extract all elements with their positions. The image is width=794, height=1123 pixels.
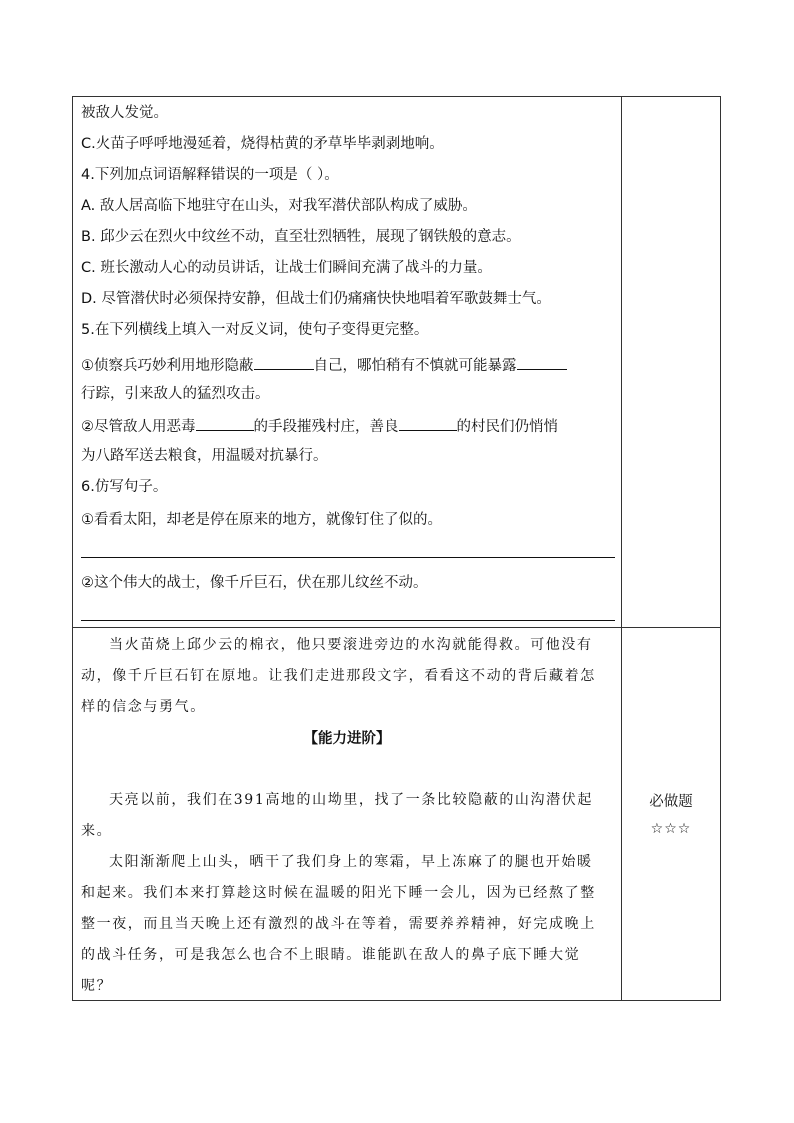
blank-field[interactable] xyxy=(517,354,567,370)
option-d: D. 尽管潜伏时必须保持安静，但战士们仍痛痛快快地唱着军歌鼓舞士气。 xyxy=(81,291,551,307)
q5-s1-part-a: ①侦察兵巧妙利用地形隐蔽 xyxy=(81,358,254,374)
q5-sentence-1-cont: 行踪，引来敌人的猛烈攻击。 xyxy=(81,386,270,402)
passage-text: 呢？ xyxy=(81,978,113,994)
answer-line[interactable] xyxy=(81,620,615,621)
option-a: A. 敌人居高临下地驻守在山头，对我军潜伏部队构成了威胁。 xyxy=(81,198,477,214)
exercise-cell xyxy=(81,97,613,627)
intro-text: 当火苗烧上邱少云的棉衣，他只要滚进旁边的水沟就能得救。可他没有 xyxy=(109,637,593,653)
passage-text: 整一夜，而且当天晚上还有激烈的战斗在等着，需要养养精神，好完成晚上 xyxy=(81,916,596,932)
blank-field[interactable] xyxy=(254,354,314,370)
q5-s2-part-c: 的村民们仍悄悄 xyxy=(456,419,558,435)
passage-text: 和起来。我们本来打算趁这时候在温暖的阳光下睡一会儿，因为已经熬了整 xyxy=(81,885,596,901)
answer-line[interactable] xyxy=(81,557,615,558)
passage-text: 来。 xyxy=(81,823,113,839)
blank-field[interactable] xyxy=(196,415,254,431)
question-5: 5.在下列横线上填入一对反义词，使句子变得更完整。 xyxy=(81,322,429,338)
q5-s2-part-a: ②尽管敌人用恶毒 xyxy=(81,419,196,435)
option-b: B. 邱少云在烈火中纹丝不动，直至壮烈牺牲，展现了钢铁般的意志。 xyxy=(81,229,521,245)
intro-text: 动，像千斤巨石钉在原地。让我们走进那段文字，看看这不动的背后藏着怎 xyxy=(81,668,596,684)
required-label: 必做题 xyxy=(649,794,693,810)
section-heading: 【能力进阶】 xyxy=(303,731,391,747)
text-line: 被敌人发觉。 xyxy=(81,105,168,121)
star-rating-icon: ☆☆☆ xyxy=(650,821,692,837)
passage-text: 天亮以前，我们在391高地的山坳里，找了一条比较隐蔽的山沟潜伏起 xyxy=(109,792,593,808)
worksheet-table xyxy=(72,96,721,1001)
question-4: 4.下列加点词语解释错误的一项是（ ）。 xyxy=(81,167,339,183)
blank-field[interactable] xyxy=(399,415,457,431)
q5-sentence-2-cont: 为八路军送去粮食，用温暖对抗暴行。 xyxy=(81,448,328,464)
passage-text: 太阳渐渐爬上山头，晒干了我们身上的寒霜，早上冻麻了的腿也开始暖 xyxy=(109,854,593,870)
option-c-line: C.火苗子呼呼地漫延着，烧得枯黄的矛草毕毕剥剥地响。 xyxy=(81,136,444,152)
q5-sentence-1 xyxy=(81,354,567,376)
intro-text: 样的信念与勇气。 xyxy=(81,699,206,715)
question-6: 6.仿写句子。 xyxy=(81,479,168,495)
q5-s2-part-b: 的手段摧残村庄，善良 xyxy=(253,419,399,435)
reading-cell xyxy=(81,628,613,1000)
column-divider xyxy=(621,97,622,1000)
passage-text: 的战斗任务，可是我怎么也合不上眼睛。谁能趴在敌人的鼻子底下睡大觉 xyxy=(81,947,581,963)
q5-sentence-2 xyxy=(81,415,558,437)
q5-s1-part-b: 自己，哪怕稍有不慎就可能暴露 xyxy=(313,358,517,374)
q6-example-2: ②这个伟大的战士，像千斤巨石，伏在那儿纹丝不动。 xyxy=(81,575,428,591)
option-c: C. 班长激动人心的动员讲话，让战士们瞬间充满了战斗的力量。 xyxy=(81,260,492,276)
q6-example-1: ①看看太阳，却老是停在原来的地方，就像钉住了似的。 xyxy=(81,512,442,528)
